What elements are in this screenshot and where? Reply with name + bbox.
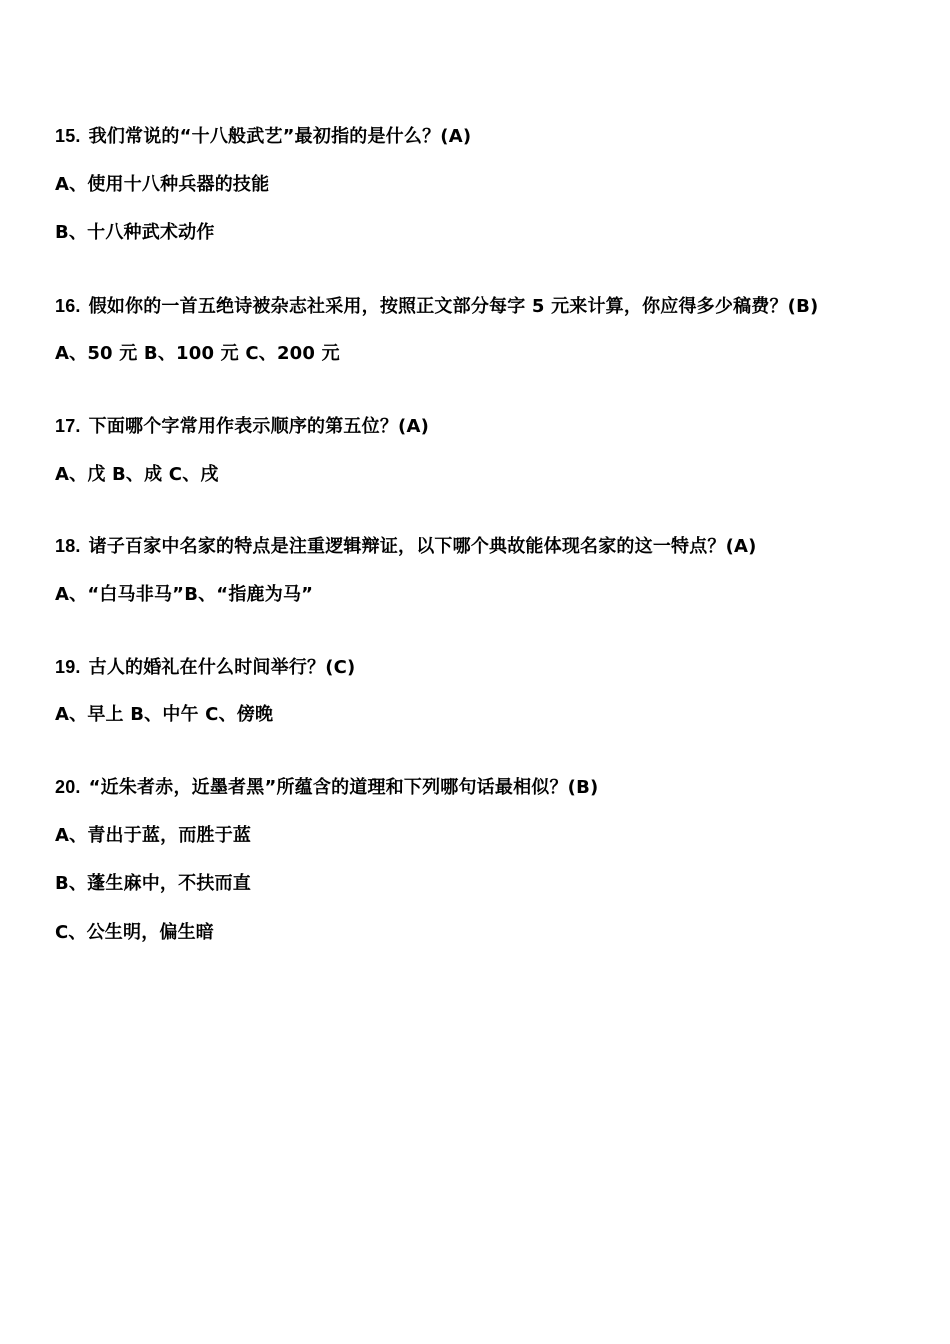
question-text: 假如你的一首五绝诗被杂志社采用，按照正文部分每字 5 元来计算，你应得多少稿费？(B) xyxy=(88,296,819,317)
question-text: 下面哪个字常用作表示顺序的第五位？(A) xyxy=(88,416,430,437)
question-19 xyxy=(55,655,910,680)
question-number: 16. xyxy=(55,296,81,316)
question-19-options: A、早上 B、中午 C、傍晚 xyxy=(55,704,274,725)
question-16-options: A、50 元 B、100 元 C、200 元 xyxy=(55,343,340,364)
question-16 xyxy=(55,294,910,319)
question-text: 我们常说的“十八般武艺”最初指的是什么？(A) xyxy=(88,126,472,147)
question-text: 诸子百家中名家的特点是注重逻辑辩证，以下哪个典故能体现名家的这一特点？(A) xyxy=(88,536,757,557)
question-20-option-b: B、蓬生麻中，不扶而直 xyxy=(55,873,251,894)
question-text: “近朱者赤，近墨者黑”所蕴含的道理和下列哪句话最相似？(B) xyxy=(88,777,599,798)
question-20-option-a: A、青出于蓝，而胜于蓝 xyxy=(55,825,252,846)
question-18 xyxy=(55,534,910,559)
question-20 xyxy=(55,775,910,800)
question-15 xyxy=(55,124,910,149)
question-number: 18. xyxy=(55,536,81,556)
question-17-options: A、戊 B、成 C、戌 xyxy=(55,464,219,485)
question-15-option-a: A、使用十八种兵器的技能 xyxy=(55,174,270,195)
question-text: 古人的婚礼在什么时间举行？(C) xyxy=(88,657,356,678)
question-number: 20. xyxy=(55,777,81,797)
question-number: 19. xyxy=(55,657,81,677)
question-18-options: A、“白马非马”B、“指鹿为马” xyxy=(55,584,314,605)
question-20-option-c: C、公生明，偏生暗 xyxy=(55,922,215,943)
question-15-option-b: B、十八种武术动作 xyxy=(55,222,215,243)
question-number: 15. xyxy=(55,126,81,146)
question-17 xyxy=(55,414,910,439)
question-number: 17. xyxy=(55,416,81,436)
